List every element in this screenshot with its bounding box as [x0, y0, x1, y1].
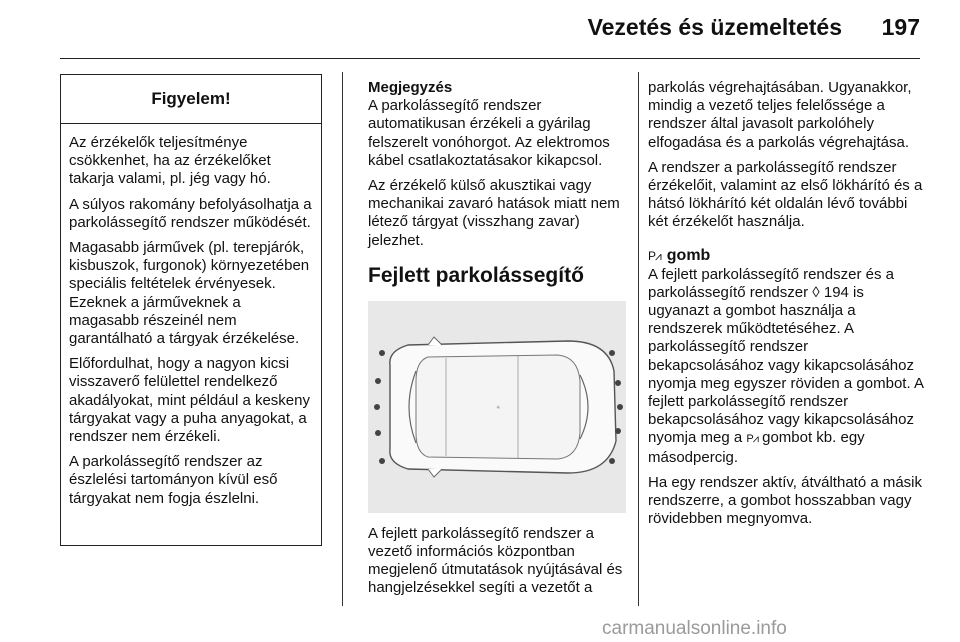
continuation-paragraph: parkolás végrehajtásában. Ugyanakkor, mindig a vezető teljes felelőssége a rendszer által javasolt parkolóhely elfogadása és a parkolás végrehajtása.: [648, 79, 912, 151]
note-paragraph: A parkolássegítő rendszer automatikusan érzékeli a gyárilag felszerelt vonóhorgot. Az elektromos kábel csatlakoztatásakor kikapcsol.: [368, 97, 610, 169]
section-intro: A fejlett parkolássegítő rendszer a vezető információs központban megjelenő útmutatások nyújtásával és hangjelzésekkel segíti a vezetőt a: [368, 524, 623, 597]
warning-title: Figyelem!: [61, 75, 321, 124]
warning-body: [61, 124, 321, 508]
note-paragraph: Az érzékelő külső akusztikai vagy mechanikai zavaró hatások miatt nem létező tárgyat (visszhang zavar) jelezhet.: [368, 177, 620, 249]
reference-arrow-icon: ◊: [812, 283, 820, 301]
car-top-view-illustration: [368, 301, 626, 513]
middle-column: [368, 79, 630, 605]
warning-paragraph: A parkolássegítő rendszer az észlelési tartományon kívül eső tárgyakat nem fogja észlelni.: [69, 453, 278, 507]
switch-paragraph: Ha egy rendszer aktív, átváltható a másik rendszerre, a gombot hosszabban vagy rövidebben megnyomva.: [648, 473, 923, 528]
warning-paragraph: Magasabb járművek (pl. terepjárók, kisbuszok, furgonok) környezetében speciális feltételek érvényesek. Ezeknek a járműveknek a magasabb részeinél nem garantálható a tárgyak érzékelése.: [69, 239, 310, 348]
right-column: [648, 79, 926, 535]
button-text-part: 194 is ugyanazt a gombot használja a rendszerek működtetéséhez. A parkolássegítő rendszer bekapcsolásához vagy kikapcsolásához nyomja meg egyszer röviden a gombot. A fejlett parkolássegítő rendszer bekapcsolásához vagy kikapcsolásához nyomja meg a: [648, 283, 924, 447]
sensors-paragraph: A rendszer a parkolássegítő rendszer érzékelőit, valamint az első lökhárító és a hátsó lökhárító két oldalán lévő további két érzékelőt használja.: [648, 158, 923, 231]
car-sensor-figure: [368, 301, 626, 513]
column-divider: [638, 72, 639, 606]
button-heading: [648, 246, 926, 266]
svg-text:✳: ✳: [496, 404, 501, 411]
section-heading: Fejlett parkolássegítő: [368, 263, 584, 287]
button-heading-label: gomb: [666, 246, 711, 264]
button-text-part: gombot kb. egy másodpercig.: [648, 429, 865, 466]
warning-paragraph: Az érzékelők teljesítménye csökkenhet, ha az érzékelőket takarja valami, pl. jég vagy hó.: [69, 134, 271, 188]
warning-paragraph: A súlyos rakomány befolyásolhatja a parkolássegítő rendszer működését.: [69, 195, 312, 231]
button-paragraph: [648, 266, 926, 467]
note-title: Megjegyzés: [368, 79, 453, 96]
watermark: carmanualsonline.info: [602, 618, 787, 639]
page-number: 197: [881, 14, 920, 40]
button-text-part: A fejlett parkolássegítő rendszer és a parkolássegítő rendszer: [648, 265, 894, 301]
warning-box: [60, 74, 322, 546]
parking-assist-button-icon: P⩘: [746, 433, 758, 446]
warning-paragraph: Előfordulhat, hogy a nagyon kicsi visszaverő felülettel rendelkező akadályokat, mint például a keskeny tárgyakat vagy a puha anyagokat, a rendszer nem érzékeli.: [69, 355, 310, 446]
header-rule: [60, 58, 920, 59]
parking-assist-button-icon: P⩘: [648, 248, 661, 263]
page-header-title: Vezetés és üzemeltetés: [587, 14, 842, 40]
column-divider: [342, 72, 343, 606]
